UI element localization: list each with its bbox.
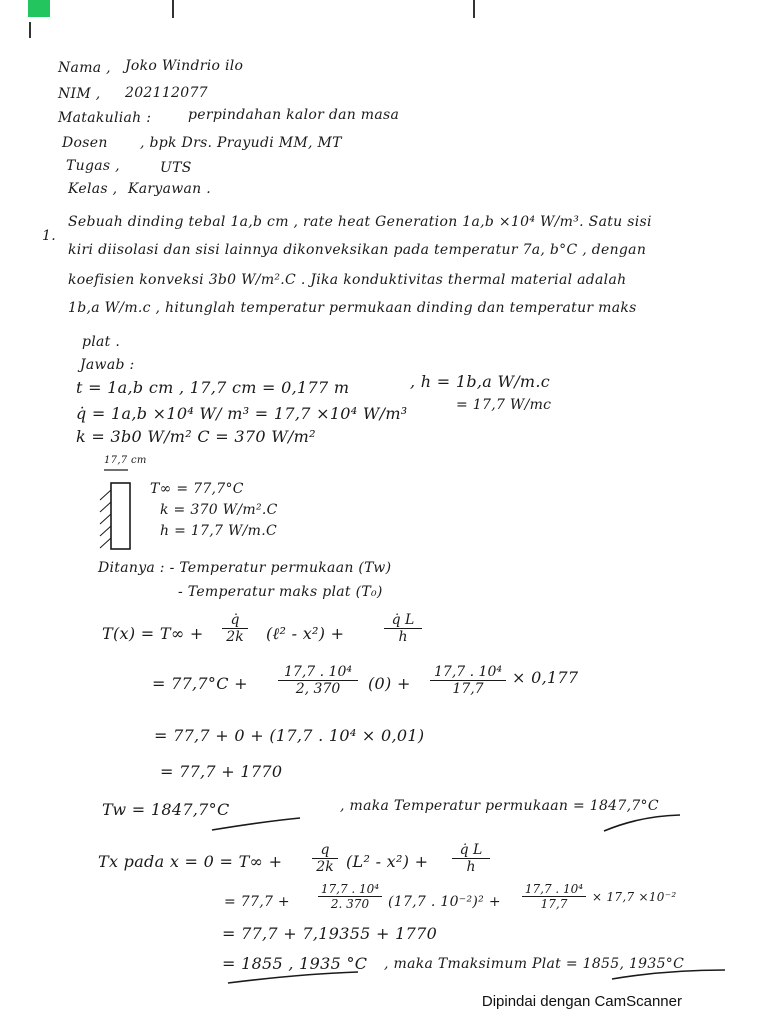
equation-term: × 0,177 <box>512 668 579 687</box>
dosen-label: Dosen <box>62 135 108 151</box>
h-line-converted: = 17,7 W/mc <box>456 397 552 413</box>
nama-value: Joko Windrio ilo <box>125 58 244 74</box>
fraction: $\frac{q̇ L}{h}$ <box>384 612 422 645</box>
tmax-result: = 1855 , 1935 °C <box>222 954 368 973</box>
q-line: q̇ = 1a,b ×10⁴ W/ m³ = 17,7 ×10⁴ W/m³ <box>76 404 408 423</box>
fraction: $\frac{q̇ L}{h}$ <box>452 842 490 875</box>
problem-line: koefisien konveksi 3b0 W/m².C . Jika konduktivitas thermal material adalah <box>68 272 627 288</box>
fraction: $\frac{q̇}{2k}$ <box>222 612 248 645</box>
problem-line: Sebuah dinding tebal 1a,b cm , rate heat Generation 1a,b ×10⁴ W/m³. Satu sisi <box>68 214 652 230</box>
equation-term: (ℓ² - x²) + <box>266 624 345 643</box>
problem-number: 1. <box>42 228 56 244</box>
problem-line: plat . <box>82 334 121 350</box>
equation-step: = 77,7 + 0 + (17,7 . 10⁴ × 0,01) <box>154 726 425 745</box>
fraction: $\frac{\text{17,7 . 10⁴}}{2. 370}$ <box>318 882 382 911</box>
jawab-label: Jawab : <box>80 357 135 373</box>
nim-label: NIM , <box>58 86 101 102</box>
nama-label: Nama , <box>58 60 111 76</box>
kelas-value: Karyawan . <box>128 181 212 197</box>
underline-flourish <box>228 972 358 983</box>
tugas-label: Tugas , <box>66 158 120 174</box>
insulation-hatch <box>100 490 111 548</box>
equation-lhs: = 77,7 + <box>224 894 290 910</box>
nim-value: 202112077 <box>125 85 208 101</box>
wall-rectangle <box>111 483 130 549</box>
equation-step: = 77,7 + 1770 <box>160 762 283 781</box>
h-value: h = 17,7 W/m.C <box>160 523 278 539</box>
equation-lhs: = 77,7°C + <box>152 674 248 693</box>
fraction: $\frac{\text{17,7 . 10⁴}}{2, 370}$ <box>278 664 358 697</box>
h-line: , h = 1b,a W/m.c <box>410 372 551 391</box>
t-infinity-value: T∞ = 77,7°C <box>150 481 244 497</box>
equation-term: (0) + <box>368 674 411 693</box>
fraction: $\frac{\text{17,7 . 10⁴}}{17,7}$ <box>430 664 506 697</box>
equation-term: (L² - x²) + <box>346 852 429 871</box>
matkul-value: perpindahan kalor dan masa <box>188 107 400 123</box>
tmax-conclusion: , maka Tmaksimum Plat = 1855, 1935°C <box>384 956 685 972</box>
equation-term: (17,7 . 10⁻²)² + <box>388 894 501 910</box>
ditanya-line: - Temperatur maks plat (T₀) <box>178 584 383 600</box>
equation-term: × 17,7 ×10⁻² <box>592 890 677 904</box>
equation-step: = 77,7 + 7,19355 + 1770 <box>222 924 438 943</box>
fraction: $\frac{q}{2k}$ <box>312 842 338 875</box>
underline-flourish <box>604 815 680 831</box>
tw-result: Tw = 1847,7°C <box>102 800 230 819</box>
tugas-value: UTS <box>160 160 192 176</box>
problem-line: kiri diisolasi dan sisi lainnya dikonveksikan pada temperatur 7a, b°C , dengan <box>68 242 647 258</box>
kelas-label: Kelas , <box>68 181 118 197</box>
dosen-value: , bpk Drs. Prayudi MM, MT <box>140 135 342 151</box>
underline-flourish <box>212 818 300 830</box>
equation-lhs: T(x) = T∞ + <box>102 624 204 643</box>
thickness-line: t = 1a,b cm , 17,7 cm = 0,177 m <box>76 378 350 397</box>
camscanner-watermark: Dipindai dengan CamScanner <box>481 993 682 1010</box>
fraction: $\frac{\text{17,7 . 10⁴}}{17,7}$ <box>522 882 586 911</box>
k-value: k = 370 W/m².C <box>160 502 278 518</box>
tw-conclusion: , maka Temperatur permukaan = 1847,7°C <box>340 798 659 814</box>
k-line: k = 3b0 W/m² C = 370 W/m² <box>76 427 316 446</box>
problem-line: 1b,a W/m.c , hitunglah temperatur permukaan dinding dan temperatur maks <box>68 300 637 316</box>
ditanya-line: Ditanya : - Temperatur permukaan (Tw) <box>98 560 392 576</box>
dimension-label: 17,7 cm <box>104 455 147 466</box>
tx-lhs: Tx pada x = 0 = T∞ + <box>98 852 283 871</box>
matkul-label: Matakuliah : <box>58 110 152 126</box>
